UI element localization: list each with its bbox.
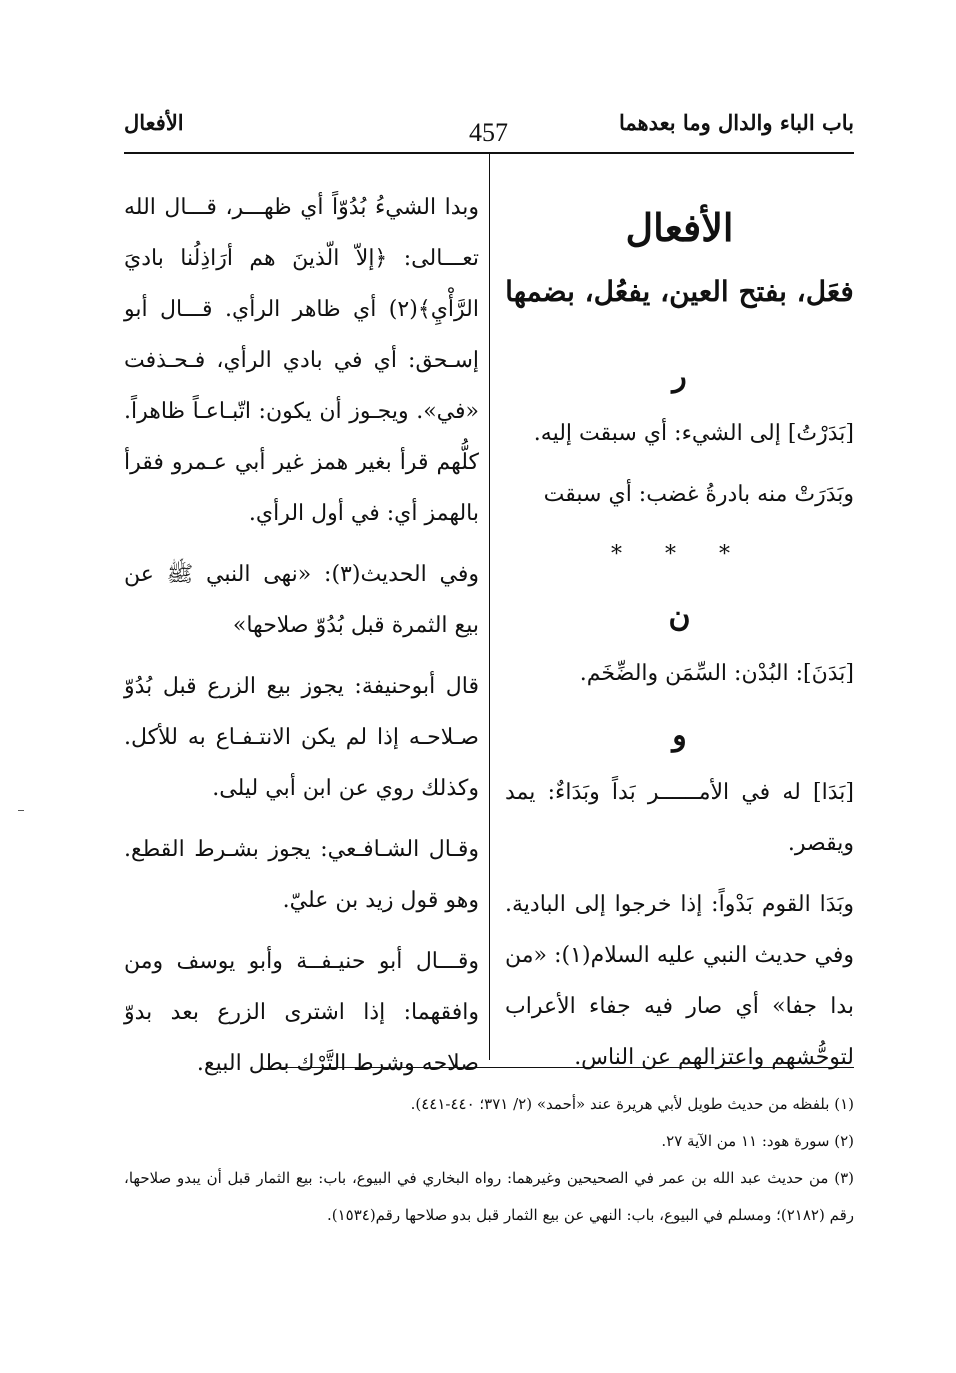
entry-bada: [بَدَا] له في الأمــــــر بَداً وبَدَاءٌ: يمد ويقصر. [505, 780, 854, 856]
footnote-1: (١) بلفظه من حديث طويل لأبي هريرة عند «أحمد» (٢/ ٣٧١؛ ٤٤٠-٤٤١). [410, 1095, 854, 1113]
column-divider [489, 154, 490, 1060]
section-title: الأفعال [124, 110, 184, 135]
margin-mark [18, 810, 24, 811]
root-letter-r: ر [672, 359, 687, 394]
section-heading: الأفعال [625, 205, 734, 250]
section-subheading: فعَل، بفتح العين، يفعُل، بضمها [505, 275, 854, 308]
page-number: 457 [469, 118, 508, 147]
root-letter-w: و [672, 718, 687, 753]
entry-badana: [بَدَنَ]: البُدْن: السِّمَن والضِّخَم. [579, 661, 854, 686]
separator-stars: * * * [611, 542, 748, 567]
left-column [124, 182, 479, 1099]
footnote-2: (٢) سورة هود: ١١ من الآية ٢٧. [661, 1132, 854, 1150]
entry-badartu: [بَدَرْتُ] إلى الشيء: أي سبقت إليه. [533, 421, 854, 446]
paragraph-abu-yusuf: وقـــال أبو حنيـفــة وأبو يوسف ومن وافقهما: إذا اشترى الزرع بعد بدوّ صلاحه وشرط التَّرْك بطل البيع. [124, 949, 479, 1076]
entry-bada-qawm: وبَدَا القوم بَدْواً: إذا خرجوا إلى البادية. وفي حديث النبي عليه السلام(١): «من بدا جفا» أي صار فيه جفاء الأعراب لتوحُّشهم واعتزالهم عن الناس. [505, 892, 855, 1070]
root-letter-n: ن [668, 599, 691, 634]
footnotes [124, 1086, 854, 1234]
page-header [124, 104, 854, 147]
paragraph-hadith: وفي الحديث(٣): «نهى النبي ﷺ عن بيع الثمرة قبل بُدُوّ صلاحها» [124, 562, 479, 638]
right-column [505, 182, 854, 1093]
footnote-3: (٣) من حديث عبد الله بن عمر في الصحيحين وغيرهما: رواه البخاري في البيوع، باب: بيع الثمار قبل أن يبدو صلاحها، رقم (٢١٨٢)؛ ومسلم في البيوع، باب: النهي عن بيع الثمار قبل بدو صلاحها رقم(١٥٣٤). [124, 1169, 854, 1224]
paragraph-bada-shay: وبدا الشيءُ بُدُوّاً أي ظهـــر، قـــال الله تعـــالى: ﴿إلاّ الّذينَ هم أرَاذِلُنا باديَ الرَّأْيِ﴾(٢) أي ظاهر الرأي. قـــال أبو إسـحق: أي في بادي الرأي، فـحـذفت «في». ويجـوز أن يكون: اتّبـاعـاً ظاهراً. كلُّهم قرأ بغير همز غير أبي عـمرو فقرأ بالهمز أي: في أول الرأي. [124, 195, 479, 526]
paragraph-shafii: وقـال الشـافـعي: يجوز بشـرط القطع. وهو قول زيد بن عليّ. [124, 837, 479, 913]
entry-badarat: وبَدَرَتْ منه بادرةُ غضب: أي سبقت [543, 482, 854, 507]
footnote-rule [280, 1067, 854, 1068]
paragraph-abu-hanifa: قال أبوحنيفة: يجوز بيع الزرع قبل بُدُوّ صـلاحـه إذا لم يكن الانتـفـاع به للأكل. وكذلك روي عن ابن أبي ليلى. [124, 674, 479, 801]
chapter-title: باب الباء والدال وما بعدهما [619, 110, 854, 135]
